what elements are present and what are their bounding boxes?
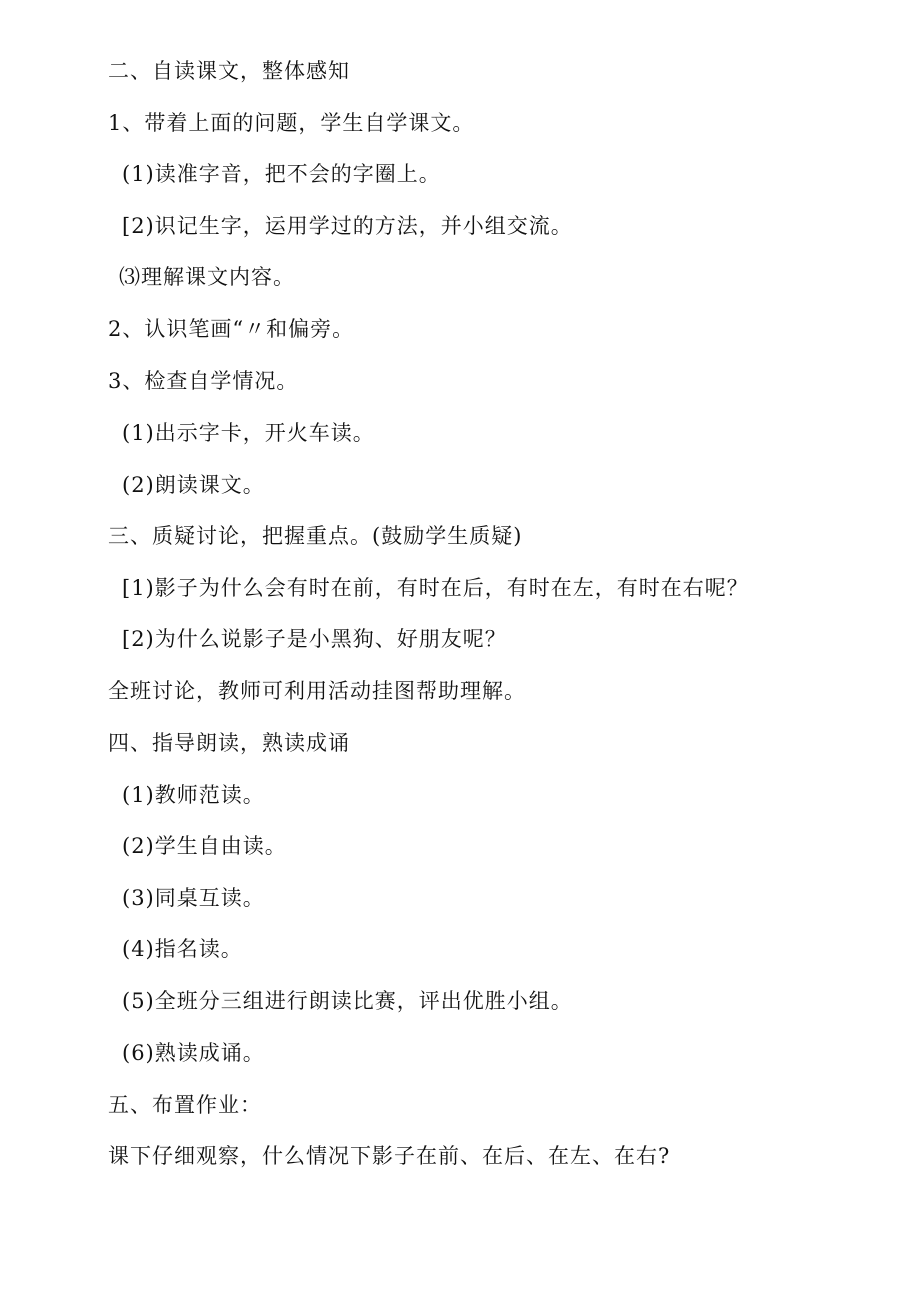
step-1: 1、带着上面的问题，学生自学课文。 xyxy=(108,111,475,135)
section-heading-2: 二、自读课文，整体感知 xyxy=(108,59,350,83)
reading-3: (3)同桌互读。 xyxy=(122,886,265,910)
reading-4: (4)指名读。 xyxy=(122,937,243,961)
section-heading-4: 四、指导朗读，熟读成诵 xyxy=(108,731,350,755)
step-3: 3、检查自学情况。 xyxy=(108,369,299,393)
substep-1-1: (1)读准字音，把不会的字圈上。 xyxy=(122,162,441,186)
reading-6: (6)熟读成诵。 xyxy=(122,1041,265,1065)
homework-text: 课下仔细观察，什么情况下影子在前、在后、在左、在右? xyxy=(108,1144,671,1168)
section-heading-5: 五、布置作业： xyxy=(108,1093,262,1117)
question-1: [1)影子为什么会有时在前，有时在后，有时在左，有时在右呢？ xyxy=(122,576,749,600)
section-heading-3: 三、质疑讨论，把握重点。(鼓励学生质疑) xyxy=(108,524,523,548)
substep-3-2: (2)朗读课文。 xyxy=(122,473,265,497)
reading-2: (2)学生自由读。 xyxy=(122,834,287,858)
substep-1-2: [2)识记生字，运用学过的方法，并小组交流。 xyxy=(122,214,573,238)
class-discussion: 全班讨论，教师可利用活动挂图帮助理解。 xyxy=(108,679,526,703)
question-2: [2)为什么说影子是小黑狗、好朋友呢？ xyxy=(122,627,507,651)
substep-1-3: ⑶理解课文内容。 xyxy=(119,265,295,289)
step-2: 2、认识笔画“〃和偏旁。 xyxy=(108,317,355,341)
reading-5: (5)全班分三组进行朗读比赛，评出优胜小组。 xyxy=(122,989,573,1013)
reading-1: (1)教师范读。 xyxy=(122,783,265,807)
substep-3-1: (1)出示字卡，开火车读。 xyxy=(122,421,375,445)
